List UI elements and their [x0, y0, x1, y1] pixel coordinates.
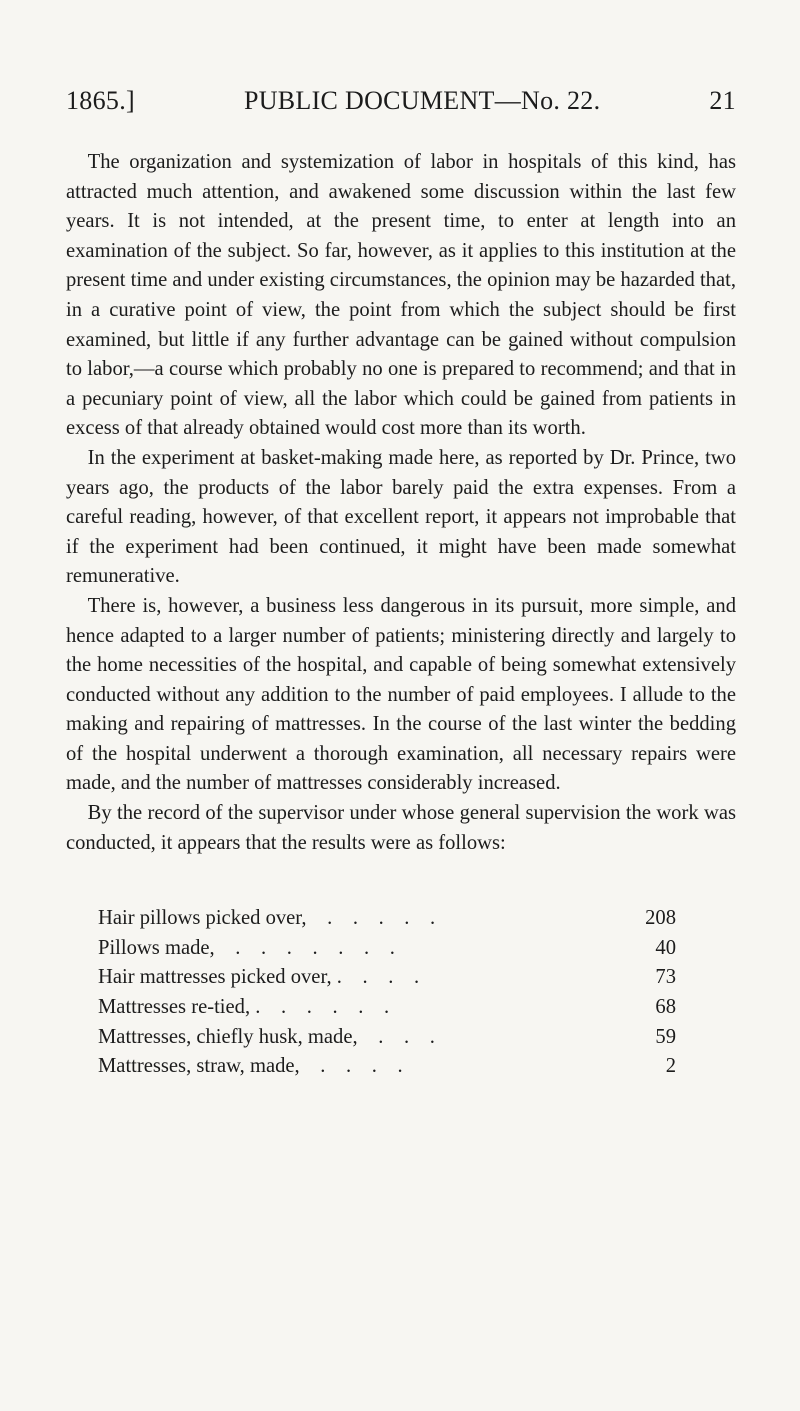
table-row [98, 963, 676, 993]
row-label: Mattresses re-tied, . . . . . . [98, 996, 390, 1019]
running-header [66, 86, 736, 126]
table-row [98, 1023, 676, 1053]
header-page-number: 21 [709, 86, 736, 115]
row-label: Hair mattresses picked over, . . . . [98, 966, 420, 989]
row-value: 40 [655, 936, 676, 959]
table-row [98, 1052, 676, 1082]
document-page [66, 86, 736, 1082]
row-value: 59 [655, 1025, 676, 1048]
paragraph: The organization and systemization of labor in hospitals of this kind, has attracted much attention, and awakened some discussion within the last few years. It is not intended, at the present time, to enter at length into an examination of the subject. So far, however, as it applies to this institution at the present time and under existing circumstances, the opinion may be hazarded that, in a curative point of view, the point from which the subject should be first examined, but little if any further advantage can be gained without compulsion to labor,—a course which probably no one is prepared to recommend; and that in a pecuniary point of view, all the labor which could be gained from patients in excess of that already obtained would cost more than its worth. [66, 151, 736, 440]
row-label: Hair pillows picked over, . . . . . [98, 907, 436, 930]
paragraph: In the experiment at basket-making made here, as reported by Dr. Prince, two years ago, the products of the labor barely paid the extra expenses. From a careful reading, however, of that excellent report, it appears not improbable that if the experiment had been continued, it might have been made somewhat remunerative. [66, 446, 736, 588]
row-value: 208 [645, 907, 676, 930]
table-row [98, 934, 676, 964]
row-value: 73 [655, 966, 676, 989]
header-title: PUBLIC DOCUMENT—No. 22. [243, 86, 601, 115]
paragraph: There is, however, a business less dangerous in its pursuit, more simple, and hence adapted to a larger number of patients; ministering directly and largely to the home necessities of the hospital, and capable of being somewhat extensively conducted without any addition to the number of paid employees. I allude to the making and repairing of mattresses. In the course of the last winter the bedding of the hospital underwent a thorough examination, all necessary repairs were made, and the number of mattresses considerably increased. [66, 594, 736, 795]
row-label: Mattresses, chiefly husk, made, . . . [98, 1025, 435, 1048]
body-text [66, 148, 736, 858]
header-year: 1865.] [66, 86, 135, 115]
row-value: 2 [665, 1055, 676, 1078]
table-row [98, 904, 676, 934]
row-label: Mattresses, straw, made, . . . . [98, 1055, 403, 1078]
row-label: Pillows made, . . . . . . . [98, 936, 395, 959]
table-row [98, 993, 676, 1023]
row-value: 68 [655, 996, 676, 1019]
paragraph: By the record of the supervisor under whose general supervision the work was conducted, it appears that the results were as follows: [66, 802, 736, 854]
results-table [98, 904, 676, 1082]
